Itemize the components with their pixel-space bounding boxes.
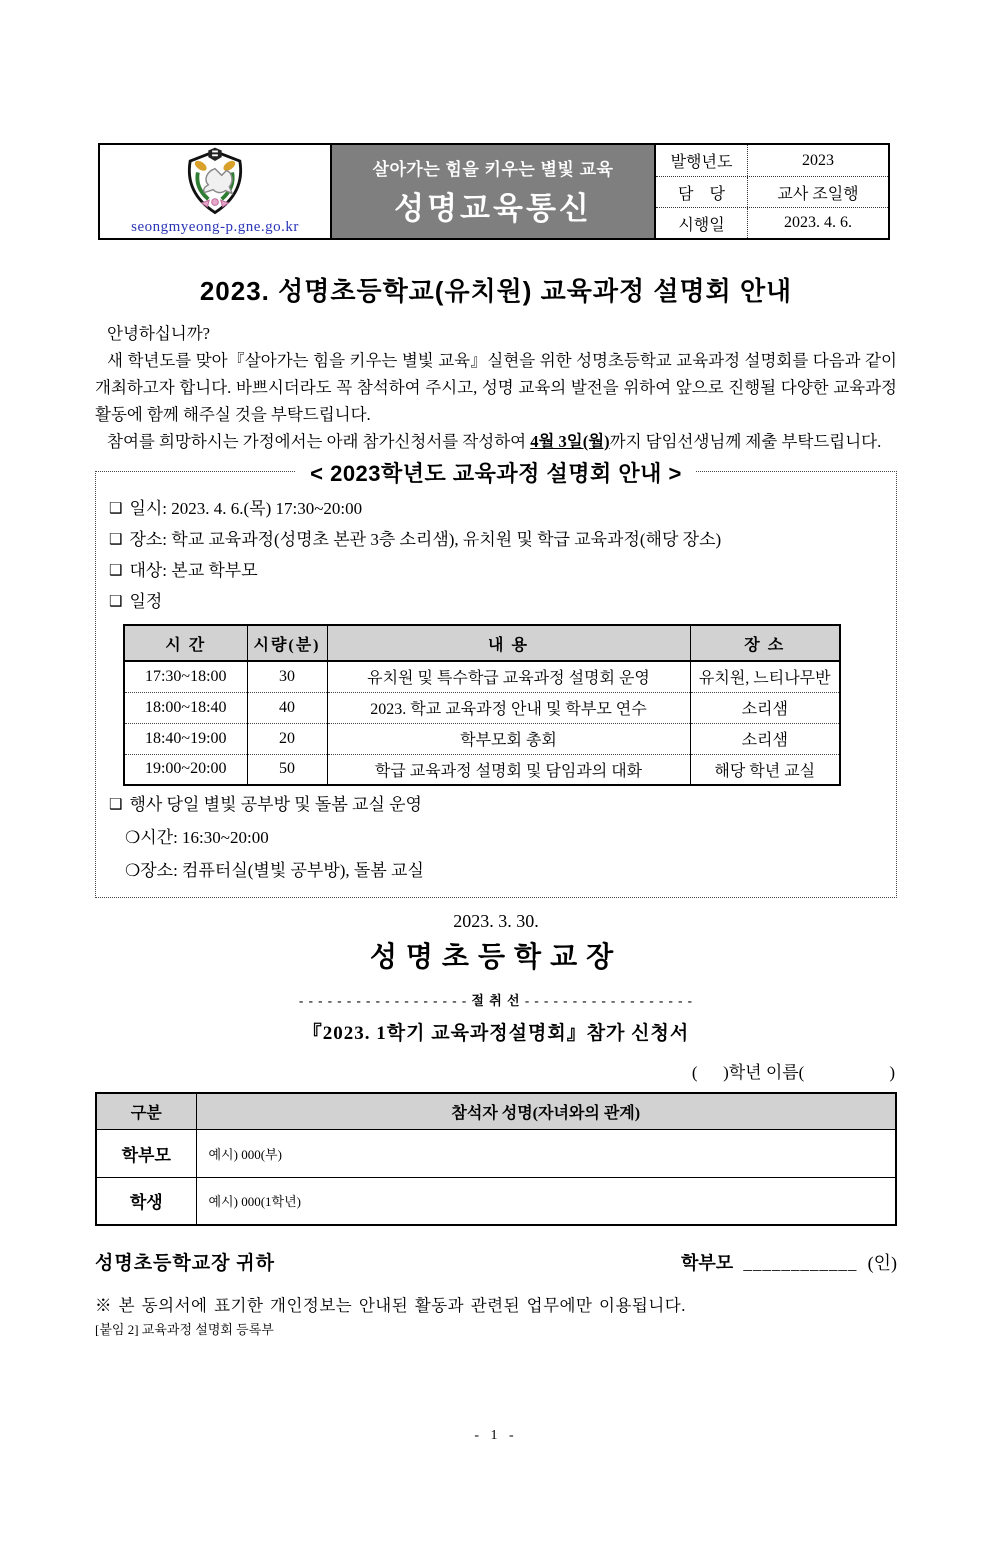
addressee-row xyxy=(95,1248,897,1275)
signer-name: 성명초등학교장 xyxy=(369,942,623,973)
notice-item-target-text: 대상: 본교 학부모 xyxy=(129,561,258,580)
notice-box xyxy=(95,461,897,898)
privacy-note: ※ 본 동의서에 표기한 개인정보는 안내된 활동과 관련된 업무에만 이용됩니다. xyxy=(95,1296,686,1315)
school-logo-cell xyxy=(100,145,332,238)
newsletter-title: 성명교육통신 xyxy=(394,191,592,226)
school-website-url: seongmyeong-p.gne.go.kr xyxy=(131,219,299,235)
schedule-header-place: 장 소 xyxy=(690,625,840,661)
school-emblem-icon xyxy=(173,146,257,218)
notice-item-extra xyxy=(109,790,883,821)
document-body xyxy=(95,320,897,1338)
grade-name-blank-line: ( )학년 이름( ) xyxy=(691,1063,895,1082)
square-bullet-icon: ❑ xyxy=(109,501,123,517)
application-example-student: 예시) 000(1학년) xyxy=(196,1177,896,1225)
schedule-cell-time: 18:00~18:40 xyxy=(124,692,247,723)
attachment-note: [붙임 2] 교육과정 설명회 등록부 xyxy=(95,1322,274,1337)
schedule-cell-minutes: 20 xyxy=(247,723,327,754)
notice-item-place xyxy=(109,525,883,556)
square-bullet-icon: ❑ xyxy=(109,532,123,548)
cut-line: - - - - - - - - - - - - - - - - - - 절 취 선 - - - - - - - - - - - - - - - - - - xyxy=(298,993,694,1008)
schedule-table xyxy=(123,624,841,786)
schedule-cell-time: 19:00~20:00 xyxy=(124,754,247,785)
schedule-cell-time: 18:40~19:00 xyxy=(124,723,247,754)
schedule-cell-place: 소리샘 xyxy=(690,692,840,723)
signature-blank: ____________ xyxy=(743,1254,858,1273)
extra-sub-item-time: ❍시간: 16:30~20:00 xyxy=(125,828,269,847)
application-header-row xyxy=(96,1093,896,1129)
submit-text-post: 까지 담임선생님께 제출 부탁드립니다. xyxy=(609,432,882,451)
schedule-cell-place: 해당 학년 교실 xyxy=(690,754,840,785)
notice-item-place-text: 장소: 학교 교육과정(성명초 본관 3층 소리샘), 유치원 및 학급 교육과정(해당 장소) xyxy=(129,530,722,549)
application-category-student: 학생 xyxy=(96,1177,196,1225)
staff-label: 담 당 xyxy=(656,177,748,207)
issue-year-row xyxy=(656,145,888,176)
schedule-cell-minutes: 50 xyxy=(247,754,327,785)
notice-item-schedule xyxy=(109,587,883,618)
submit-text-pre: 참여를 희망하시는 가정에서는 아래 참가신청서를 작성하여 xyxy=(107,432,531,451)
staff-row xyxy=(656,176,888,207)
issue-info-table xyxy=(656,145,888,238)
schedule-row xyxy=(124,754,840,785)
schedule-header-row xyxy=(124,625,840,661)
schedule-cell-content: 학급 교육과정 설명회 및 담임과의 대화 xyxy=(327,754,690,785)
extra-sub-items xyxy=(109,821,883,887)
schedule-cell-content: 유치원 및 특수학급 교육과정 설명회 운영 xyxy=(327,661,690,692)
notice-item-schedule-text: 일정 xyxy=(129,592,163,611)
schedule-cell-place: 유치원, 느티나무반 xyxy=(690,661,840,692)
submit-paragraph xyxy=(95,428,897,455)
banner-slogan: 살아가는 힘을 키우는 별빛 교육 xyxy=(372,160,614,179)
page-number: - 1 - xyxy=(474,1428,518,1443)
schedule-cell-place: 소리샘 xyxy=(690,723,840,754)
application-example-parent: 예시) 000(부) xyxy=(196,1129,896,1177)
schedule-cell-content: 학부모회 총회 xyxy=(327,723,690,754)
schedule-cell-minutes: 40 xyxy=(247,692,327,723)
schedule-cell-content: 2023. 학교 교육과정 안내 및 학부모 연수 xyxy=(327,692,690,723)
body-paragraph: 새 학년도를 맞아『살아가는 힘을 키우는 별빛 교육』실현을 위한 성명초등학교 교육과정 설명회를 다음과 같이 개최하고자 합니다. 바쁘시더라도 꼭 참석하여 주시고, 성명 교육의 발전을 위하여 앞으로 진행될 다양한 교육과정 활동에 함께 해주실 것을 부탁드립니다. xyxy=(95,351,897,424)
notice-item-datetime-text: 일시: 2023. 4. 6.(목) 17:30~20:00 xyxy=(129,499,363,518)
signature-date: 2023. 3. 30. xyxy=(453,911,539,931)
application-table xyxy=(95,1092,897,1226)
parent-label: 학부모 xyxy=(680,1253,734,1273)
square-bullet-icon: ❑ xyxy=(109,563,123,579)
notice-item-datetime xyxy=(109,494,883,525)
schedule-header-minutes: 시량(분) xyxy=(247,625,327,661)
issue-date-value: 2023. 4. 6. xyxy=(784,214,852,231)
application-header-attendee: 참석자 성명(자녀와의 관계) xyxy=(196,1093,896,1129)
notice-box-title: < 2023학년도 교육과정 설명회 안내 > xyxy=(296,457,696,488)
issue-date-row xyxy=(656,207,888,238)
schedule-cell-minutes: 30 xyxy=(247,661,327,692)
parent-signature-area xyxy=(681,1249,897,1275)
application-title: 『2023. 1학기 교육과정설명회』참가 신청서 xyxy=(302,1023,690,1044)
document-title: 2023. 성명초등학교(유치원) 교육과정 설명회 안내 xyxy=(199,276,793,306)
issue-year-value: 2023 xyxy=(802,151,834,169)
schedule-row xyxy=(124,723,840,754)
application-row-student xyxy=(96,1177,896,1225)
extra-sub-item-place: ❍장소: 컴퓨터실(별빛 공부방), 돌봄 교실 xyxy=(125,861,424,880)
newsletter-masthead xyxy=(98,143,890,240)
square-bullet-icon: ❑ xyxy=(109,594,123,610)
schedule-header-content: 내 용 xyxy=(327,625,690,661)
application-header-category: 구분 xyxy=(96,1093,196,1129)
seal-label: (인) xyxy=(867,1253,897,1273)
application-category-parent: 학부모 xyxy=(96,1129,196,1177)
square-bullet-icon: ❑ xyxy=(109,797,123,813)
schedule-header-time: 시 간 xyxy=(124,625,247,661)
schedule-row xyxy=(124,661,840,692)
application-row-parent xyxy=(96,1129,896,1177)
addressee-text: 성명초등학교장 귀하 xyxy=(95,1253,275,1274)
greeting-paragraph: 안녕하십니까? xyxy=(107,324,210,343)
notice-items xyxy=(109,494,883,618)
schedule-cell-time: 17:30~18:00 xyxy=(144,667,227,685)
notice-item-extra-text: 행사 당일 별빛 공부방 및 돌봄 교실 운영 xyxy=(129,795,422,814)
issue-date-label: 시행일 xyxy=(656,208,748,238)
notice-item-target xyxy=(109,556,883,587)
issue-year-label: 발행년도 xyxy=(656,145,748,176)
schedule-row xyxy=(124,692,840,723)
submit-deadline: 4월 3일(월) xyxy=(530,432,610,451)
newsletter-banner xyxy=(332,145,656,238)
intro-paragraphs xyxy=(95,320,897,455)
staff-value: 교사 조일행 xyxy=(777,185,859,203)
